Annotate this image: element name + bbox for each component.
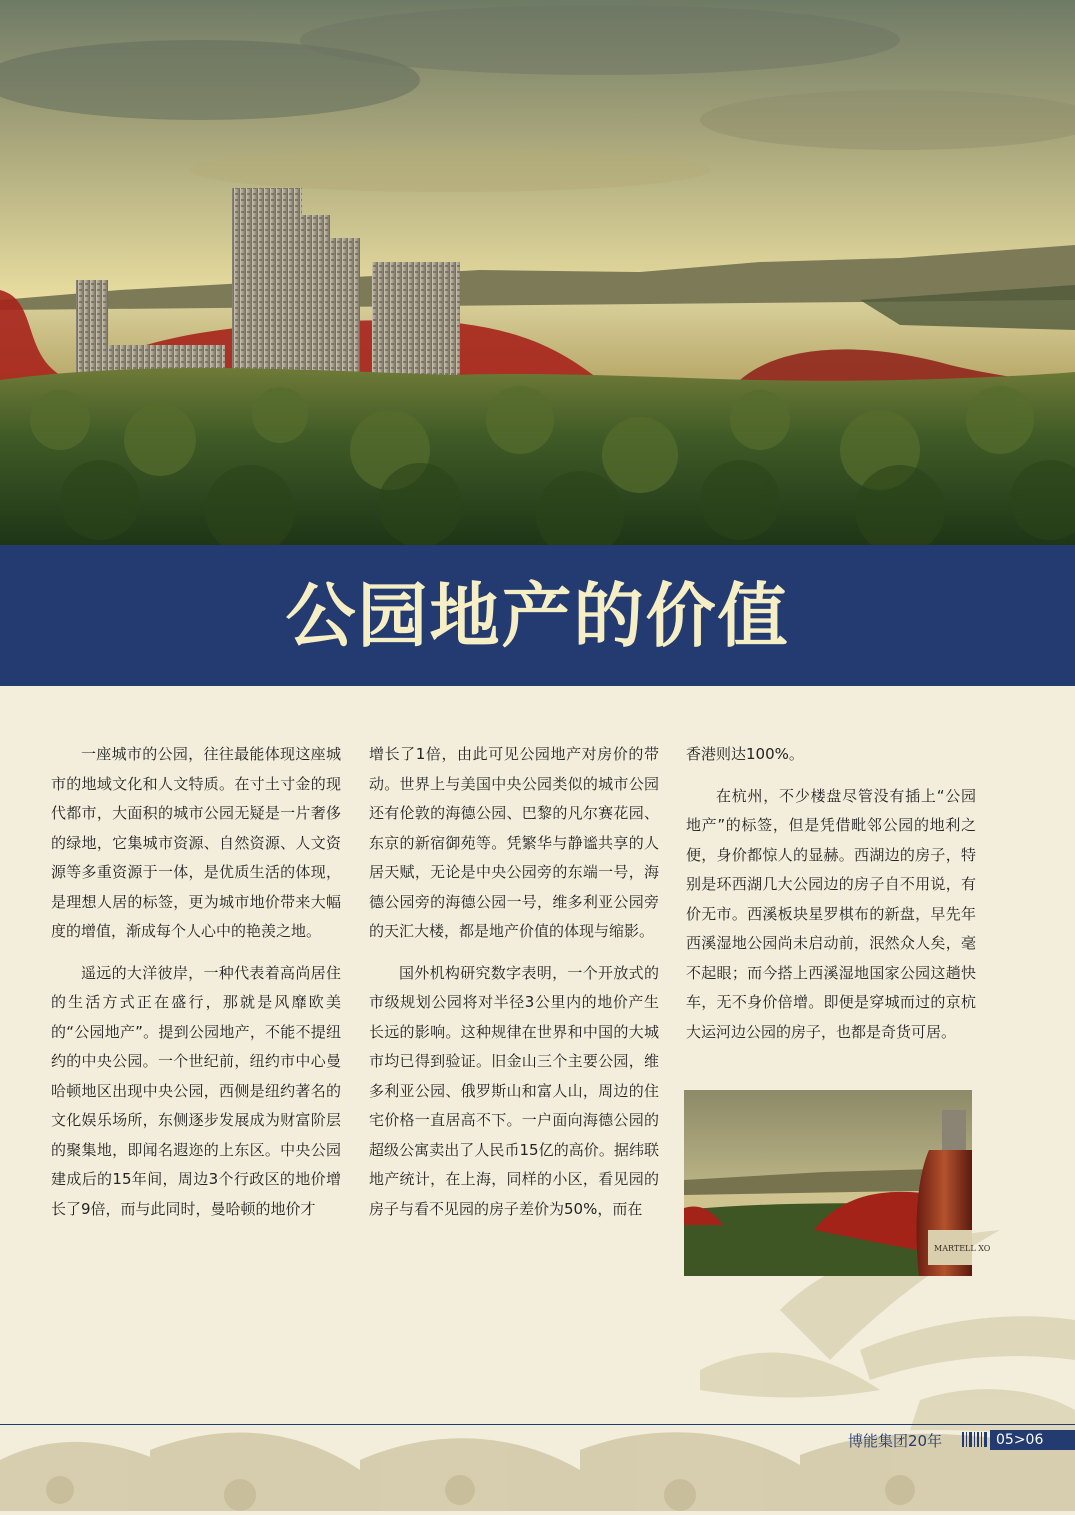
hero-photo <box>0 0 1075 545</box>
page-number: 05>06 <box>990 1430 1075 1450</box>
text-column-1 <box>51 740 341 1236</box>
paragraph: 增长了1倍，由此可见公园地产对房价的带动。世界上与美国中央公园类似的城市公园还有伦敦的海德公园、巴黎的凡尔赛花园、东京的新宿御苑等。凭繁华与静谧共享的人居天赋，无论是中央公园旁的东端一号，海德公园旁的海德公园一号，维多利亚公园旁的天汇大楼，都是地产价值的体现与缩影。 <box>369 745 659 940</box>
inset-photo <box>684 1090 991 1276</box>
paragraph: 香港则达100%。 <box>686 745 804 763</box>
text-column-3 <box>686 740 976 1059</box>
bottle-label: MARTELL XO <box>934 1244 991 1253</box>
article-title: 公园地产的价值 <box>285 574 790 657</box>
footer-company-label: 博能集团20年 <box>848 1432 943 1450</box>
paragraph: 遥远的大洋彼岸，一种代表着高尚居住的生活方式正在盛行，那就是风靡欧美的“公园地产”。提到公园地产，不能不提纽约的中央公园。一个世纪前，纽约市中心曼哈顿地区出现中央公园，西侧是纽约著名的文化娱乐场所，东侧逐步发展成为财富阶层的聚集地，即闻名遐迩的上东区。中央公园建成后的15年间，周边3个行政区的地价增长了9倍，而与此同时，曼哈顿的地价才 <box>51 963 341 1218</box>
paragraph: 一座城市的公园，往往最能体现这座城市的地域文化和人文特质。在寸土寸金的现代都市，大面积的城市公园无疑是一片奢侈的绿地，它集城市资源、自然资源、人文资源等多重资源于一体，是优质生活的体现，是理想人居的标签，更为城市地价带来大幅度的增值，渐成每个人心中的艳羡之地。 <box>51 745 341 940</box>
barcode-icon <box>962 1432 988 1447</box>
paragraph: 国外机构研究数字表明，一个开放式的市级规划公园将对半径3公里内的地价产生长远的影响。这种规律在世界和中国的大城市均已得到验证。旧金山三个主要公园，维多利亚公园、俄罗斯山和富人山，周边的住宅价格一直居高不下。一户面向海德公园的超级公寓卖出了人民币15亿的高价。据纬联地产统计，在上海，同样的小区，看见园的房子与看不见园的房子差价为50%，而在 <box>369 963 659 1218</box>
paragraph: 在杭州，不少楼盘尽管没有插上“公园地产”的标签，但是凭借毗邻公园的地利之便，身价都惊人的显赫。西湖边的房子，特别是环西湖几大公园边的房子自不用说，有价无市。西溪板块星罗棋布的新盘，早先年西溪湿地公园尚未启动前，泯然众人矣，毫不起眼；而今搭上西溪湿地国家公园这趟快车，无不身价倍增。即便是穿城而过的京杭大运河边公园的房子，也都是奇货可居。 <box>686 786 976 1041</box>
footer-rule <box>0 1424 1075 1425</box>
text-column-2 <box>369 740 659 1236</box>
